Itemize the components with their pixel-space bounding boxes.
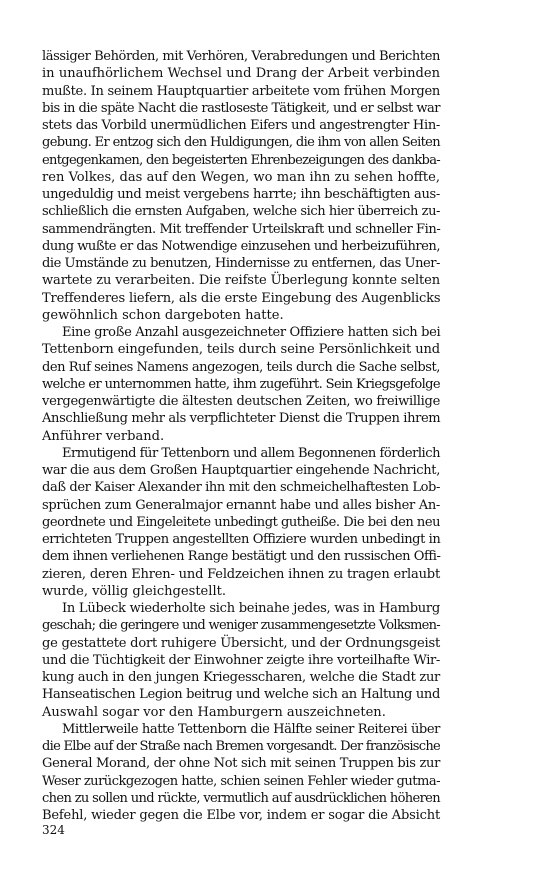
- text-line: ge gestattete dort ruhigere Übersicht, und der Ordnungsgeist: [42, 635, 440, 651]
- text-line: Eine große Anzahl ausgezeichneter Offiziere hatten sich bei: [62, 325, 441, 340]
- text-line: sprüchen zum Generalmajor ernannt habe und alles bisher An-: [42, 497, 440, 513]
- text-line: ren Volkes, das auf den Wegen, wo man ihn zu sehen hoffte,: [42, 169, 440, 185]
- text-line: welche er unternommen hatte, ihm zugeführt. Sein Kriegsgefolge: [42, 376, 440, 392]
- page-number: 324: [42, 823, 65, 837]
- text-line: und die Tüchtigkeit der Einwohner zeigte ihre vorteilhafte Wir-: [42, 652, 440, 668]
- text-line: Befehl, wieder gegen die Elbe vor, indem er sogar die Absicht: [42, 808, 440, 823]
- text-line: bis in die späte Nacht die rastloseste Tätigkeit, und er selbst war: [42, 100, 440, 116]
- text-line: kung auch in den jungen Kriegesscharen, welche die Stadt zur: [42, 670, 440, 685]
- text-line: Auswahl sogar vor den Hamburgern auszeichneten.: [42, 704, 386, 720]
- text-line: daß der Kaiser Alexander ihn mit den schmeichelhaftesten Lob-: [42, 480, 440, 496]
- text-line: gebung. Er entzog sich den Huldigungen, die ihm von allen Seiten: [42, 135, 440, 151]
- text-line: lässiger Behörden, mit Verhören, Verabredungen und Berichten: [42, 49, 440, 64]
- text-line: errichteten Truppen angestellten Offiziere wurden unbedingt in: [42, 532, 441, 547]
- text-line: chen zu sollen und rückte, vermutlich auf ausdrücklichen höheren: [42, 790, 440, 806]
- text-line: war die aus dem Großen Hauptquartier eingehende Nachricht,: [42, 463, 441, 478]
- text-line: General Morand, der ohne Not sich mit seinen Truppen bis zur: [42, 756, 440, 772]
- text-line: geordnete und Eingeleitete unbedingt gutheiße. Die bei den neu: [42, 514, 440, 530]
- text-line: wartete zu verarbeiten. Die reifste Überlegung konnte selten: [42, 273, 440, 289]
- text-line: entgegenkamen, den begeisterten Ehrenbezeigungen des dankba-: [42, 152, 440, 168]
- text-line: mußte. In seinem Hauptquartier arbeitete vom frühen Morgen: [42, 83, 440, 99]
- text-line: den Ruf seines Namens angezogen, teils durch die Sache selbst,: [42, 359, 440, 375]
- body-text: [42, 48, 440, 824]
- text-line: vergegenwärtigte die ältesten deutschen Zeiten, wo freiwillige: [42, 394, 440, 409]
- text-line: Hanseatischen Legion beitrug und welche sich an Haltung und: [42, 687, 440, 703]
- text-line: wurde, völlig gleichgestellt.: [42, 583, 227, 599]
- text-line: In Lübeck wiederholte sich beinahe jedes, was in Hamburg: [62, 601, 440, 616]
- text-line: geschah; die geringere und weniger zusammengesetzte Volksmen-: [42, 618, 440, 634]
- text-line: dem ihnen verliehenen Range bestätigt und den russischen Offi-: [42, 549, 441, 565]
- text-line: Tettenborn eingefunden, teils durch seine Persönlichkeit und: [42, 342, 440, 358]
- text-line: schließlich die ernsten Aufgaben, welche sich hier überreich zu-: [42, 204, 440, 220]
- text-line: gewöhnlich schon dargeboten hatte.: [42, 307, 284, 323]
- text-line: Anführer verband.: [42, 428, 165, 444]
- text-line: Ermutigend für Tettenborn und allem Begonnenen förderlich: [62, 445, 440, 461]
- text-line: Treffenderes liefern, als die erste Eingebung des Augenblicks: [42, 290, 441, 306]
- text-line: dung wußte er das Notwendige einzusehen und herbeizuführen,: [42, 238, 440, 254]
- text-line: sammendrängten. Mit treffender Urteilskraft und schneller Fin-: [42, 221, 441, 237]
- text-line: ungeduldig und meist vergebens harrte; ihn beschäftigten aus-: [42, 187, 440, 202]
- text-line: in unaufhörlichem Wechsel und Drang der Arbeit verbinden: [42, 66, 440, 82]
- text-line: die Umstände zu benutzen, Hindernisse zu entfernen, das Uner-: [42, 256, 440, 271]
- text-line: die Elbe auf der Straße nach Bremen vorgesandt. Der französische: [42, 739, 440, 754]
- text-line: Anschließung mehr als verpflichteter Dienst die Truppen ihrem: [42, 411, 441, 427]
- text-line: zieren, deren Ehren- und Feldzeichen ihnen zu tragen erlaubt: [42, 566, 440, 582]
- text-line: Mittlerweile hatte Tettenborn die Hälfte seiner Reiterei über: [62, 721, 440, 737]
- text-line: Weser zurückgezogen hatte, schien seinen Fehler wieder gutma-: [42, 773, 441, 789]
- text-line: stets das Vorbild unermüdlichen Eifers und angestrengter Hin-: [42, 118, 440, 133]
